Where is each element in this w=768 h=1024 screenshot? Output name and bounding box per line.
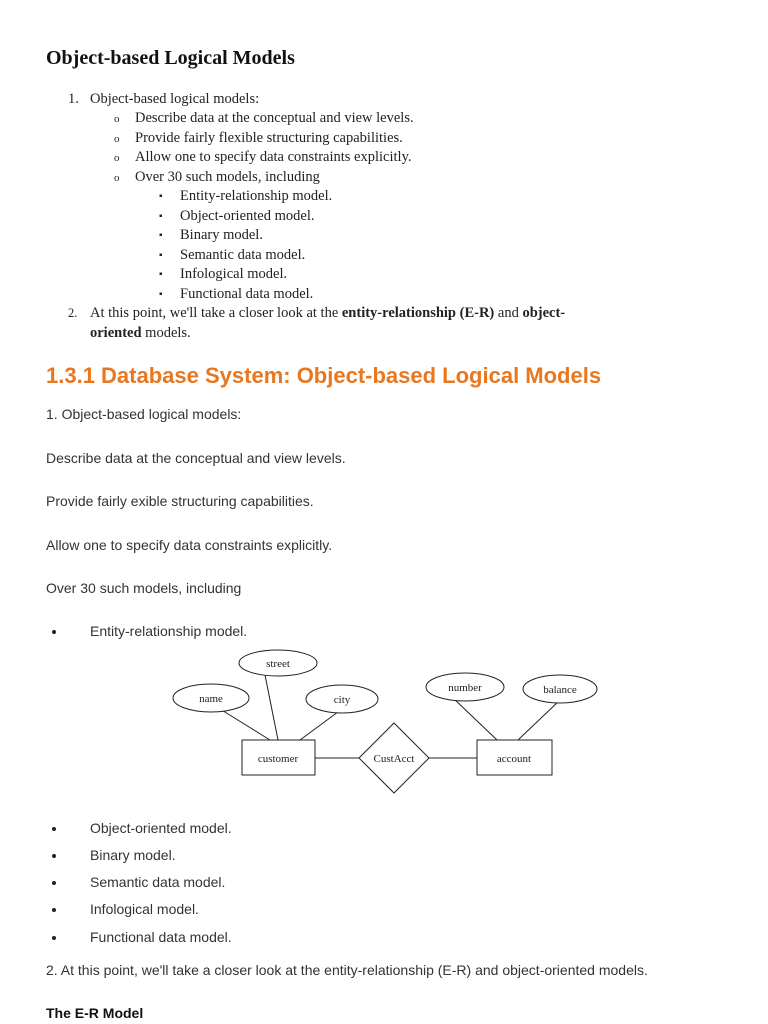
list-item-2-line1: At this point, we'll take a closer look at the entity-relationship (E-R) and object- bbox=[90, 305, 566, 321]
subheading: The E-R Model bbox=[46, 1005, 144, 1021]
bullet-item: Semantic data model. bbox=[90, 874, 226, 890]
entity-label: account bbox=[496, 753, 532, 765]
subsublist-item: Binary model. bbox=[180, 227, 263, 243]
square-bullet-icon: ▪ bbox=[159, 269, 163, 280]
bullet-icon bbox=[52, 881, 56, 885]
sublist-item: Over 30 such models, including bbox=[135, 169, 320, 185]
bullet-item: Functional data model. bbox=[90, 929, 232, 945]
list-number-2: 2. bbox=[68, 306, 78, 320]
subsublist-item: Semantic data model. bbox=[180, 247, 306, 263]
circle-bullet-icon: o bbox=[114, 113, 120, 125]
list-item-1: Object-based logical models: bbox=[90, 91, 260, 107]
attribute-label: city bbox=[333, 694, 351, 706]
attribute-label: name bbox=[199, 693, 223, 705]
square-bullet-icon: ▪ bbox=[159, 211, 163, 222]
square-bullet-icon: ▪ bbox=[159, 250, 163, 261]
bullet-icon bbox=[52, 854, 56, 858]
connector-line bbox=[518, 700, 560, 740]
paragraph: Provide fairly exible structuring capabilities. bbox=[46, 493, 314, 509]
relationship-label: CustAcct bbox=[373, 753, 415, 765]
paragraph: Allow one to specify data constraints explicitly. bbox=[46, 537, 333, 553]
circle-bullet-icon: o bbox=[114, 152, 120, 164]
bullet-icon bbox=[52, 908, 56, 912]
circle-bullet-icon: o bbox=[114, 172, 120, 184]
connector-line bbox=[452, 697, 497, 740]
subsublist-item: Entity-relationship model. bbox=[180, 188, 333, 204]
bullet-item: Object-oriented model. bbox=[90, 820, 232, 836]
paragraph: Describe data at the conceptual and view levels. bbox=[46, 450, 346, 466]
connector-line bbox=[300, 709, 342, 740]
square-bullet-icon: ▪ bbox=[159, 289, 163, 300]
sublist-item: Allow one to specify data constraints explicitly. bbox=[135, 149, 412, 165]
connector-line bbox=[265, 675, 278, 740]
subsublist-item: Functional data model. bbox=[180, 286, 314, 302]
section-heading: 1.3.1 Database System: Object-based Logical Models bbox=[46, 363, 602, 388]
attribute-label: number bbox=[448, 682, 482, 694]
square-bullet-icon: ▪ bbox=[159, 191, 163, 202]
list-number-1: 1. bbox=[68, 91, 79, 107]
sublist-item: Provide fairly flexible structuring capabilities. bbox=[135, 130, 403, 146]
connector-line bbox=[220, 709, 270, 740]
bullet-item: Infological model. bbox=[90, 901, 199, 917]
bullet-item: Binary model. bbox=[90, 847, 176, 863]
paragraph: Over 30 such models, including bbox=[46, 580, 242, 596]
list-item-2-line2: oriented models. bbox=[90, 325, 191, 341]
bullet-icon bbox=[52, 827, 56, 831]
attribute-label: street bbox=[266, 658, 290, 670]
subsublist-item: Object-oriented model. bbox=[180, 208, 315, 224]
square-bullet-icon: ▪ bbox=[159, 230, 163, 241]
circle-bullet-icon: o bbox=[114, 133, 120, 145]
paragraph: 1. Object-based logical models: bbox=[46, 406, 242, 422]
sublist-item: Describe data at the conceptual and view levels. bbox=[135, 110, 414, 126]
subsublist-item: Infological model. bbox=[180, 266, 288, 282]
closing-paragraph: 2. At this point, we'll take a closer look at the entity-relationship (E-R) and object-oriented models. bbox=[46, 962, 648, 978]
bullet-icon bbox=[52, 630, 56, 634]
entity-label: customer bbox=[257, 753, 299, 765]
attribute-label: balance bbox=[543, 684, 577, 696]
bullet-icon bbox=[52, 936, 56, 940]
bullet-item: Entity-relationship model. bbox=[90, 623, 248, 639]
page-title: Object-based Logical Models bbox=[46, 47, 295, 69]
er-diagram bbox=[160, 643, 600, 803]
